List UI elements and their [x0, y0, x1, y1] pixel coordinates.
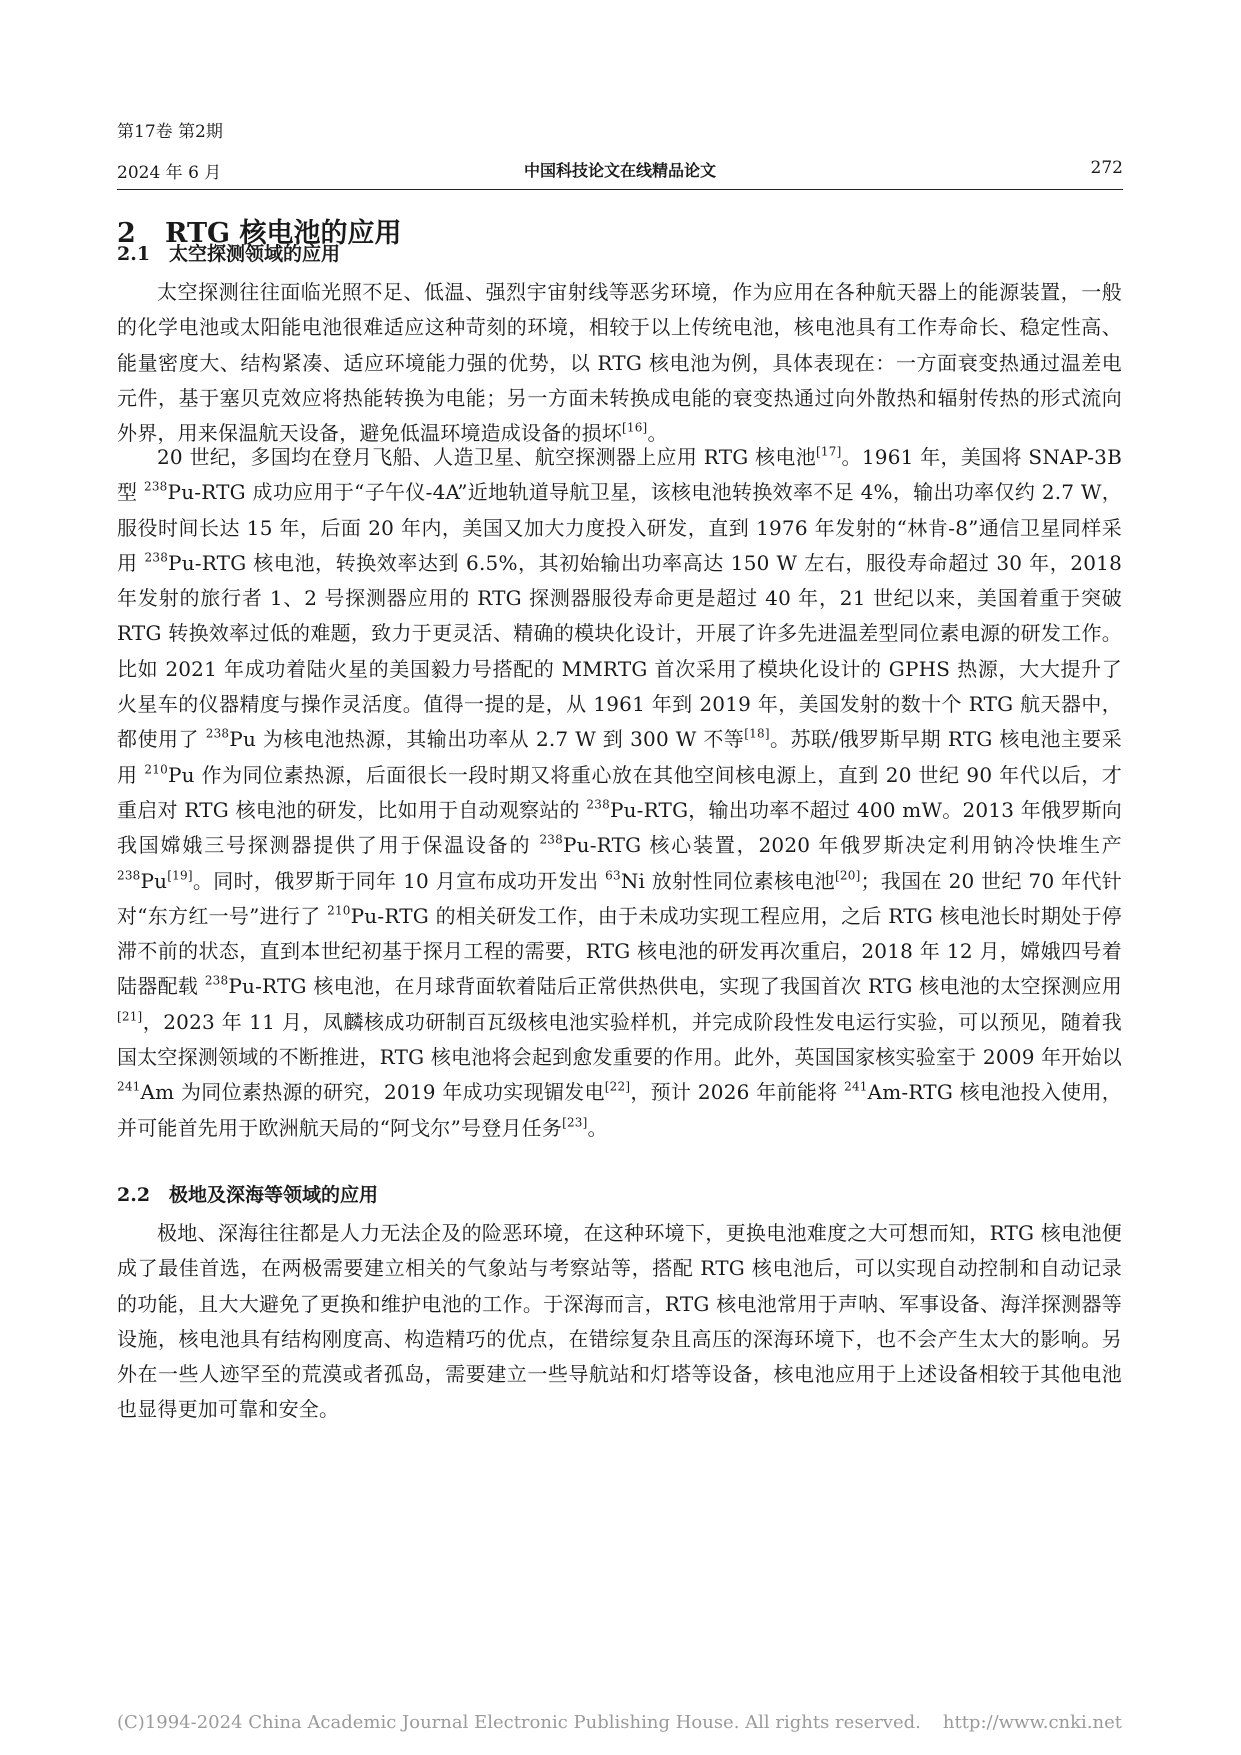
- text: ，2023 年 11 月，凤麟核成功研制百瓦级核电池实验样机，并完成阶段性发电运行实验，可以预见，随着我国太空探测领域的不断推进，RTG 核电池将会起到愈发重要的作用。此外，英国国家核实验室于 2009 年开始以: [117, 1009, 1122, 1070]
- journal-issue: 第17卷 第2期: [117, 122, 223, 142]
- subsection-heading: [117, 241, 340, 267]
- isotope-superscript: 238: [205, 726, 230, 741]
- header-rule: [117, 189, 1123, 190]
- section-title: RTG 核电池的应用: [165, 218, 402, 249]
- text: Pu: [140, 868, 168, 893]
- paragraph: [117, 1216, 1122, 1428]
- isotope-superscript: 241: [844, 1079, 868, 1094]
- journal-title: 中国科技论文在线精品论文: [523, 161, 716, 180]
- page-number: 272: [1090, 158, 1123, 178]
- copyright-text: (C)1994-2024 China Academic Journal Electronic Publishing House. All rights reserved.: [117, 1712, 921, 1733]
- text: ，预计 2026 年前能将: [630, 1080, 845, 1105]
- citation: [17]: [816, 444, 842, 459]
- text: Pu-RTG 核电池，转换效率达到 6.5%，其初始输出功率高达 150 W 左右，服役寿命超过 30 年，2018 年发射的旅行者 1、2 号探测器应用的 RTG 探测器服役寿命更是超过 40 年，21 世纪以来，美国着重于突破 RTG 转换效率过低的难题，致力于更灵活、精确的模块化设计，开展了许多先进温差型同位素电源的研发工作。比如 2021 年成功着陆火星的美国毅力号搭配的 MMRTG 首次采用了模块化设计的 GPHS 热源，大大提升了火星车的仪器精度与操作灵活度。值得一提的是，从 1961 年到 2019 年，美国发射的数十个 RTG 航天器中，都使用了: [117, 550, 1123, 752]
- subsection-number: 2.2: [117, 1184, 151, 1206]
- copyright-footer: [117, 1712, 1123, 1733]
- text: Am 为同位素热源的研究，2019 年成功实现镅发电: [140, 1080, 605, 1105]
- text: Am-RTG 核电池投入使用，并可能首先用于欧洲航天局的“阿戈尔”号登月任务: [117, 1080, 1122, 1140]
- text: 。1961 年，美国将 SNAP-3B 型: [117, 445, 1122, 505]
- citation: [19]: [167, 868, 193, 883]
- text: 。: [647, 421, 668, 446]
- citation: [20]: [835, 868, 861, 883]
- footer-url: http://www.cnki.net: [942, 1712, 1122, 1733]
- paragraph: [117, 275, 1122, 451]
- running-header: [117, 158, 1123, 184]
- isotope-superscript: 238: [204, 974, 229, 989]
- text: Pu-RTG 核心装置，2020 年俄罗斯决定利用钠冷快堆生产: [562, 833, 1122, 858]
- text: 。苏联/俄罗斯早期 RTG 核电池主要采用: [117, 727, 1122, 787]
- section-number: 2: [117, 218, 136, 249]
- text: 极地、深海往往都是人力无法企及的险恶环境，在这种环境下，更换电池难度之大可想而知，RTG 核电池便成了最佳首选，在两极需要建立相关的气象站与考察站等，搭配 RTG 核电池后，可以实现自动控制和自动记录的功能，且大大避免了更换和维护电池的工作。于深海而言，RTG 核电池常用于声呐、军事设备、海洋探测器等设施，核电池具有结构刚度高、构造精巧的优点，在错综复杂且高压的深海环境下，也不会产生太大的影响。另外在一些人迹罕至的荒漠或者孤岛，需要建立一些导航站和灯塔等设备，核电池应用于上述设备相较于其他电池也显得更加可靠和安全。: [117, 1221, 1122, 1422]
- subsection-title: 太空探测领域的应用: [169, 243, 341, 265]
- isotope-superscript: 63: [605, 868, 621, 883]
- text: Ni 放射性同位素核电池: [620, 868, 836, 893]
- text: Pu-RTG 的相关研发工作，由于未成功实现工程应用，之后 RTG 核电池长时期处于停滞不前的状态，直到本世纪初基于探月工程的需要，RTG 核电池的研发再次重启，2018 年 12 月，嫦娥四号着陆器配载: [117, 903, 1122, 999]
- paragraph: [117, 440, 1122, 1146]
- text: 太空探测往往面临光照不足、低温、强烈宇宙射线等恶劣环境，作为应用在各种航天器上的能源装置，一般的化学电池或太阳能电池很难适应这种苛刻的环境，相较于以上传统电池，核电池具有工作寿命长、稳定性高、能量密度大、结构紧凑、适应环境能力强的优势，以 RTG 核电池为例，具体表现在：一方面衰变热通过温差电元件，基于塞贝克效应将热能转换为电能；另一方面未转换成电能的衰变热通过向外散热和辐射传热的形式流向外界，用来保温航天设备，避免低温环境造成设备的损坏: [117, 280, 1122, 446]
- text: Pu 作为同位素热源，后面很长一段时期又将重心放在其他空间核电源上，直到 20 世纪 90 年代以后，才重启对 RTG 核电池的研发，比如用于自动观察站的: [117, 762, 1122, 822]
- isotope-superscript: 241: [117, 1079, 141, 1094]
- isotope-superscript: 238: [117, 868, 141, 883]
- isotope-superscript: 210: [144, 762, 168, 777]
- text: Pu-RTG，输出功率不超过 400 mW。2013 年俄罗斯向我国嫦娥三号探测器提供了用于保温设备的: [117, 797, 1123, 858]
- citation: [21]: [117, 1009, 143, 1024]
- citation: [22]: [604, 1079, 631, 1094]
- citation: [23]: [562, 1115, 588, 1130]
- isotope-superscript: 238: [144, 479, 168, 494]
- text: 。: [587, 1115, 608, 1140]
- subsection-title: 极地及深海等领域的应用: [169, 1184, 379, 1206]
- text: 。同时，俄罗斯于同年 10 月宣布成功开发出: [192, 868, 606, 893]
- text: Pu 为核电池热源，其输出功率从 2.7 W 到 300 W 不等: [229, 727, 745, 752]
- text: ；我国在 20 世纪 70 年代针对“东方红一号”进行了: [117, 868, 1123, 928]
- isotope-superscript: 238: [586, 797, 610, 812]
- subsection-number: 2.1: [117, 243, 151, 265]
- isotope-superscript: 238: [144, 550, 169, 565]
- isotope-superscript: 238: [539, 832, 563, 847]
- text: Pu-RTG 核电池，在月球背面软着陆后正常供热供电，实现了我国首次 RTG 核电池的太空探测应用: [228, 974, 1123, 999]
- isotope-superscript: 210: [327, 903, 351, 918]
- text: 20 世纪，多国均在登月飞船、人造卫星、航空探测器上应用 RTG 核电池: [157, 445, 817, 469]
- publication-date: 2024 年 6 月: [117, 163, 222, 183]
- citation: [16]: [622, 420, 648, 435]
- subsection-heading: [117, 1182, 378, 1208]
- text: Pu-RTG 成功应用于“子午仪-4A”近地轨道导航卫星，该核电池转换效率不足 4%，输出功率仅约 2.7 W，服役时间长达 15 年，后面 20 年内，美国又加大力度投入研发，直到 1976 年发射的“林肯-8”通信卫星同样采用: [117, 480, 1122, 575]
- citation: [18]: [744, 726, 770, 741]
